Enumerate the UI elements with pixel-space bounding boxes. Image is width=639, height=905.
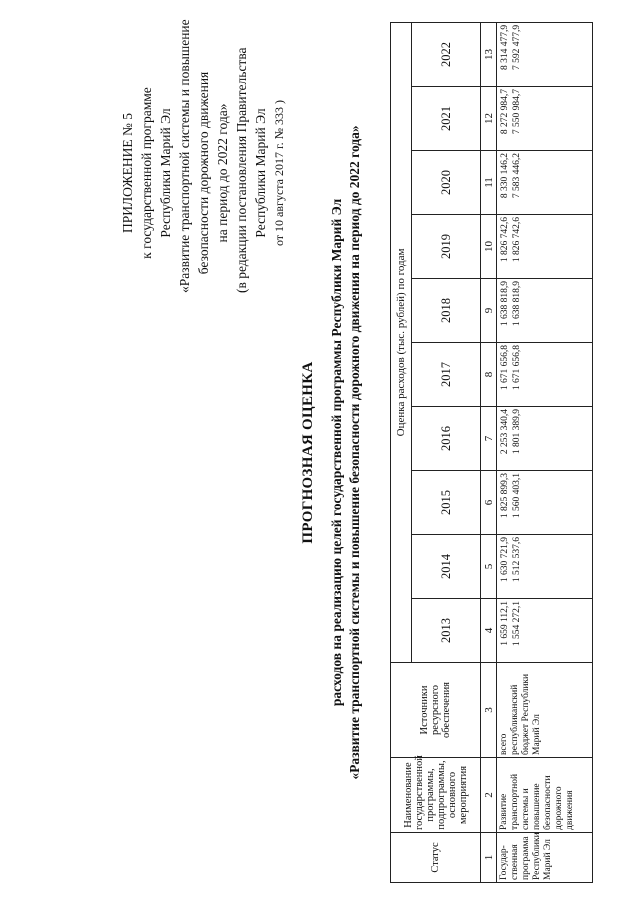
value-cell [497, 215, 593, 279]
column-number: 5 [481, 535, 497, 599]
value-cell [497, 151, 593, 215]
subtitle-line-1: расходов на реализацию целей государственной программы Республики Марий Эл [329, 198, 344, 707]
source-total: всего [499, 733, 509, 755]
value-cell [497, 471, 593, 535]
value-total: 8 330 146,2 [500, 153, 510, 199]
table-row [497, 22, 593, 882]
header-year: 2014 [412, 535, 481, 599]
column-number: 4 [481, 599, 497, 663]
appendix-block [118, 19, 289, 293]
appendix-line: на период до 2022 года» [215, 103, 230, 243]
column-number: 8 [481, 343, 497, 407]
header-year: 2020 [412, 151, 481, 215]
header-year: 2018 [412, 279, 481, 343]
header-estimate-group: Оценка расходов (тыс. рублей) по годам [391, 22, 412, 662]
header-sources: Источники ресурсного обеспечения [391, 663, 481, 758]
column-number: 2 [481, 758, 497, 833]
column-number: 6 [481, 471, 497, 535]
value-total: 1 826 742,6 [500, 217, 510, 263]
column-number: 1 [481, 833, 497, 883]
header-name: Наименование государственной программы, подпрограммы, основного мероприятия [391, 758, 481, 833]
row-name: Развитие транспортной системы и повышение безопасности дорожного движения [497, 758, 593, 833]
value-budget: 1 671 656,8 [512, 345, 522, 391]
value-cell [497, 599, 593, 663]
column-number: 3 [481, 663, 497, 758]
appendix-line: (в редакции постановления Правительства [234, 47, 249, 293]
value-budget: 1 554 272,1 [512, 601, 522, 647]
appendix-line: ПРИЛОЖЕНИЕ № 5 [120, 112, 135, 234]
header-year: 2017 [412, 343, 481, 407]
appendix-decree-line: от 10 августа 2017 г. № 333 ) [272, 99, 286, 247]
row-status: Государ-ственная программа Республики Марий Эл [497, 833, 593, 883]
document-subtitle [328, 0, 364, 905]
header-year: 2022 [412, 22, 481, 86]
value-budget: 1 512 537,6 [512, 537, 522, 583]
value-budget: 1 826 742,6 [512, 217, 522, 263]
value-budget: 7 550 984,7 [512, 89, 522, 135]
column-number: 7 [481, 407, 497, 471]
source-budget: республиканский бюджет Республики Марий Эл [510, 673, 542, 755]
value-total: 8 314 477,9 [500, 24, 510, 70]
value-total: 1 671 656,8 [500, 345, 510, 391]
value-total: 8 272 984,7 [500, 89, 510, 135]
value-total: 1 630 721,9 [500, 537, 510, 583]
value-total: 1 825 899,3 [500, 473, 510, 519]
header-year: 2015 [412, 471, 481, 535]
value-cell [497, 22, 593, 86]
appendix-line: Республики Марий Эл [158, 108, 173, 238]
document-title: ПРОГНОЗНАЯ ОЦЕНКА [300, 361, 316, 544]
column-number: 9 [481, 279, 497, 343]
value-total: 2 253 340,4 [500, 409, 510, 455]
appendix-line: к государственной программе [139, 87, 154, 259]
header-year: 2013 [412, 599, 481, 663]
column-number: 12 [481, 87, 497, 151]
value-cell [497, 87, 593, 151]
value-budget: 7 583 446,2 [512, 153, 522, 199]
value-cell [497, 535, 593, 599]
header-status: Статус [391, 833, 481, 883]
column-number: 10 [481, 215, 497, 279]
header-year: 2021 [412, 87, 481, 151]
column-number: 13 [481, 22, 497, 86]
value-budget: 1 801 389,9 [512, 409, 522, 455]
value-budget: 1 560 403,1 [512, 473, 522, 519]
column-number: 11 [481, 151, 497, 215]
header-year: 2016 [412, 407, 481, 471]
value-budget: 1 638 818,9 [512, 281, 522, 327]
row-sources [497, 663, 593, 758]
value-budget: 7 592 477,9 [512, 24, 522, 70]
value-cell [497, 407, 593, 471]
header-year: 2019 [412, 215, 481, 279]
subtitle-line-2: «Развитие транспортной системы и повышение безопасности дорожного движения на период до 2022 года» [347, 125, 362, 780]
value-total: 1 638 818,9 [500, 281, 510, 327]
forecast-table [390, 22, 593, 883]
appendix-line: «Развитие транспортной системы и повышение [177, 19, 192, 293]
appendix-line: безопасности дорожного движения [196, 71, 211, 275]
value-cell [497, 343, 593, 407]
value-cell [497, 279, 593, 343]
appendix-line: Республики Марий Эл [253, 108, 268, 238]
value-total: 1 659 112,1 [500, 601, 510, 646]
